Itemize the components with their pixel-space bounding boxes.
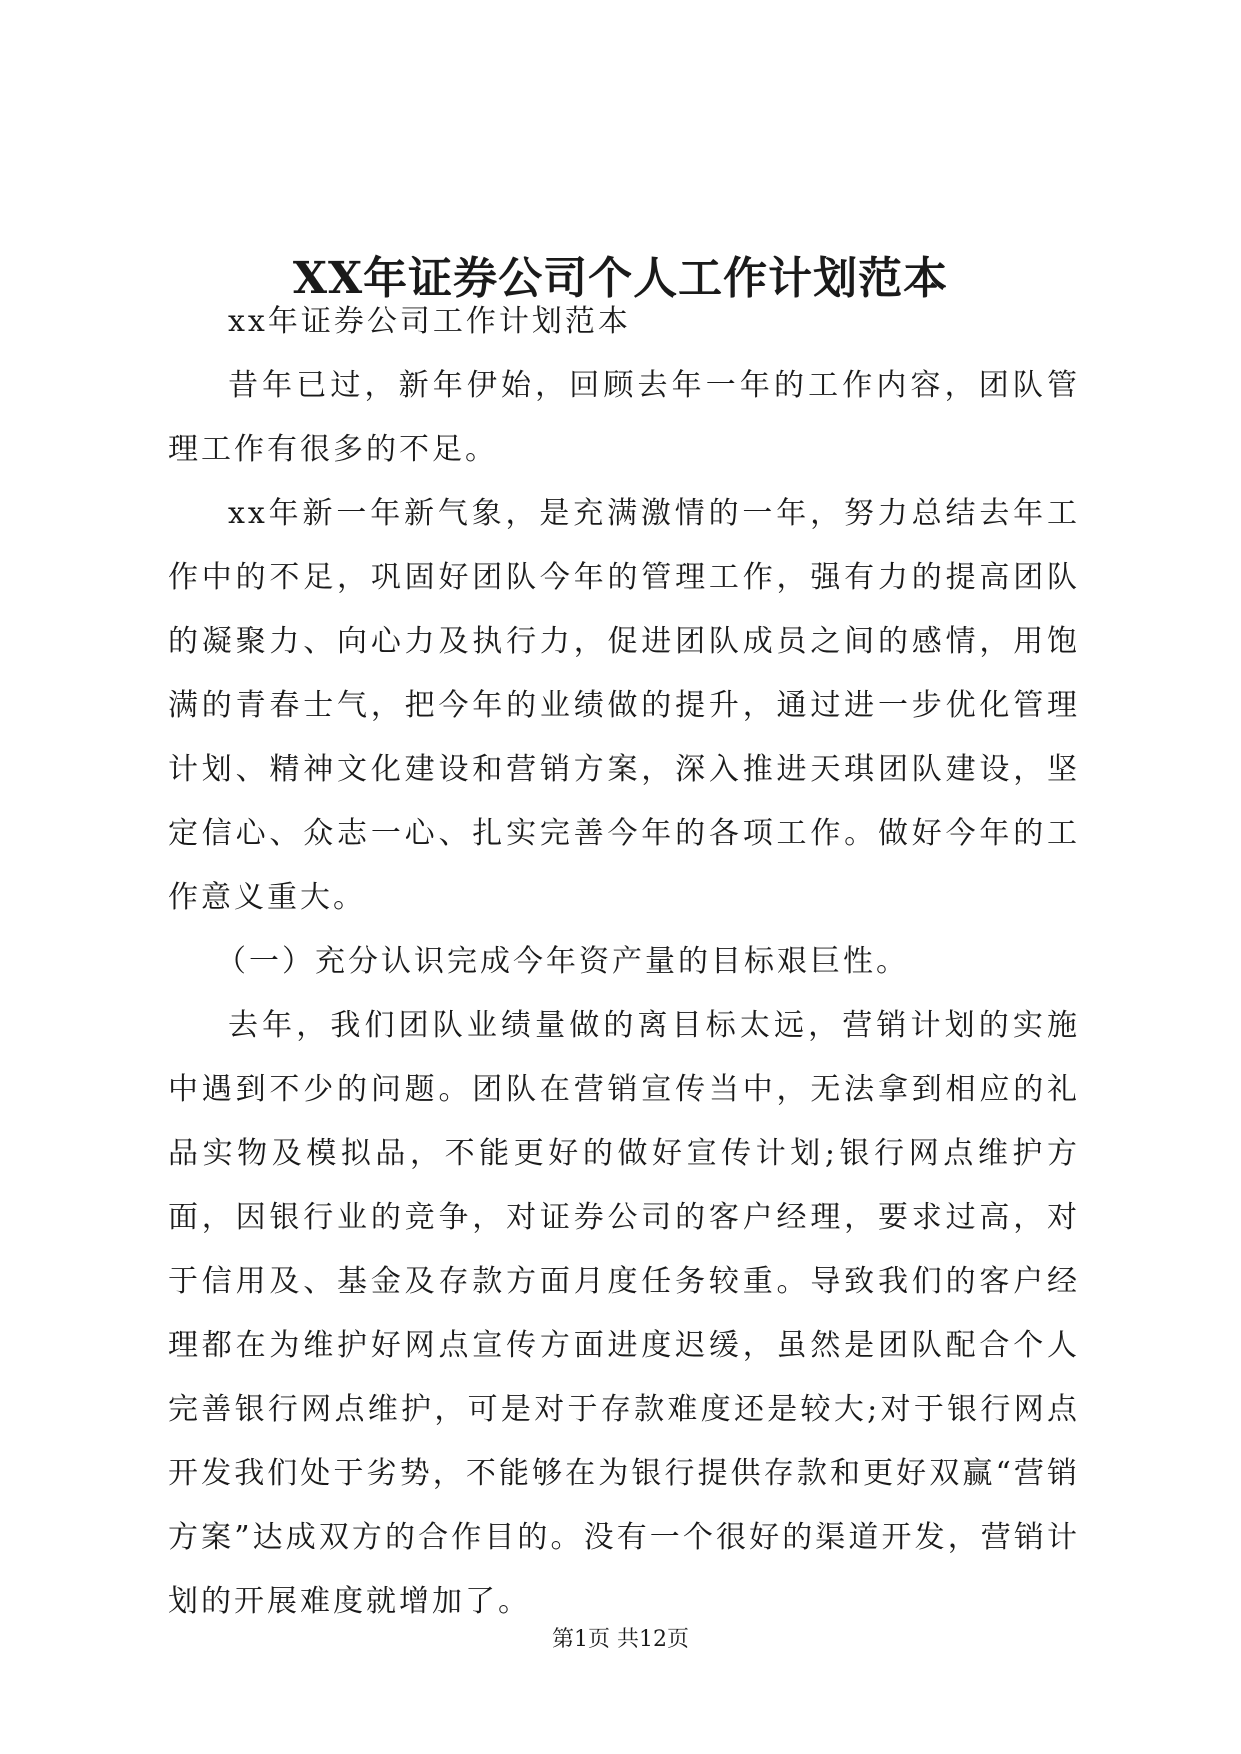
page-footer: 第1页 共12页 [552, 1627, 689, 1652]
body-paragraph: xx年新一年新气象，是充满激情的一年，努力总结去年工作中的不足，巩固好团队今年的管理工作，强有力的提高团队的凝聚力、向心力及执行力，促进团队成员之间的感情，用饱满的青春士气，把今年的业绩做的提升，通过进一步优化管理计划、精神文化建设和营销方案，深入推进天琪团队建设，坚定信心、众志一心、扎实完善今年的各项工作。做好今年的工作意义重大。 [168, 496, 1080, 915]
section-heading: （一）充分认识完成今年资产量的目标艰巨性。 [216, 944, 909, 979]
body-paragraph: 昔年已过，新年伊始，回顾去年一年的工作内容，团队管理工作有很多的不足。 [168, 368, 1080, 467]
subtitle-paragraph: xx年证券公司工作计划范本 [228, 304, 631, 339]
document-body [168, 290, 1080, 1634]
document-title: XX年证券公司个人工作计划范本 [292, 253, 949, 305]
body-paragraph: 去年，我们团队业绩量做的离目标太远，营销计划的实施中遇到不少的问题。团队在营销宣传当中，无法拿到相应的礼品实物及模拟品，不能更好的做好宣传计划;银行网点维护方面，因银行业的竞争，对证券公司的客户经理，要求过高，对于信用及、基金及存款方面月度任务较重。导致我们的客户经理都在为维护好网点宣传方面进度迟缓，虽然是团队配合个人完善银行网点维护，可是对于存款难度还是较大;对于银行网点开发我们处于劣势，不能够在为银行提供存款和更好双赢“营销方案”达成双方的合作目的。没有一个很好的渠道开发，营销计划的开展难度就增加了。 [168, 1008, 1080, 1619]
